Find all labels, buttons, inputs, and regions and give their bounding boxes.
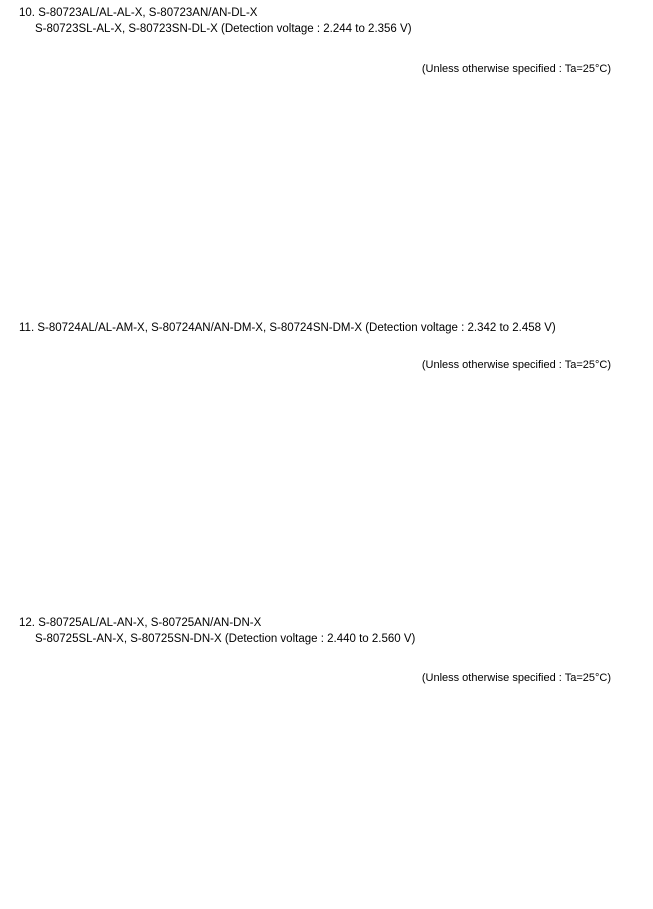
section-title-line1: S-80725AL/AL-AN-X, S-80725AN/AN-DN-X — [38, 617, 262, 629]
conditions-note: (Unless otherwise specified : Ta=25°C) — [421, 63, 611, 75]
section-title-line2: S-80725SL-AN-X, S-80725SN-DN-X (Detection voltage : 2.440 to 2.560 V) — [35, 633, 416, 645]
section-number: 10. — [19, 7, 35, 19]
conditions-note: (Unless otherwise specified : Ta=25°C) — [421, 359, 611, 371]
section-title-line2: S-80723SL-AL-X, S-80723SN-DL-X (Detection voltage : 2.244 to 2.356 V) — [35, 23, 412, 35]
section-title — [19, 5, 412, 37]
section-title — [19, 320, 556, 336]
conditions-note: (Unless otherwise specified : Ta=25°C) — [421, 672, 611, 684]
section-number: 12. — [19, 617, 35, 629]
section-number: 11. — [19, 322, 35, 334]
section-title — [19, 615, 415, 647]
section-title-line1: S-80724AL/AL-AM-X, S-80724AN/AN-DM-X, S-80724SN-DM-X (Detection voltage : 2.342 to 2.458 V) — [37, 322, 556, 334]
section-title-line1: S-80723AL/AL-AL-X, S-80723AN/AN-DL-X — [38, 7, 258, 19]
